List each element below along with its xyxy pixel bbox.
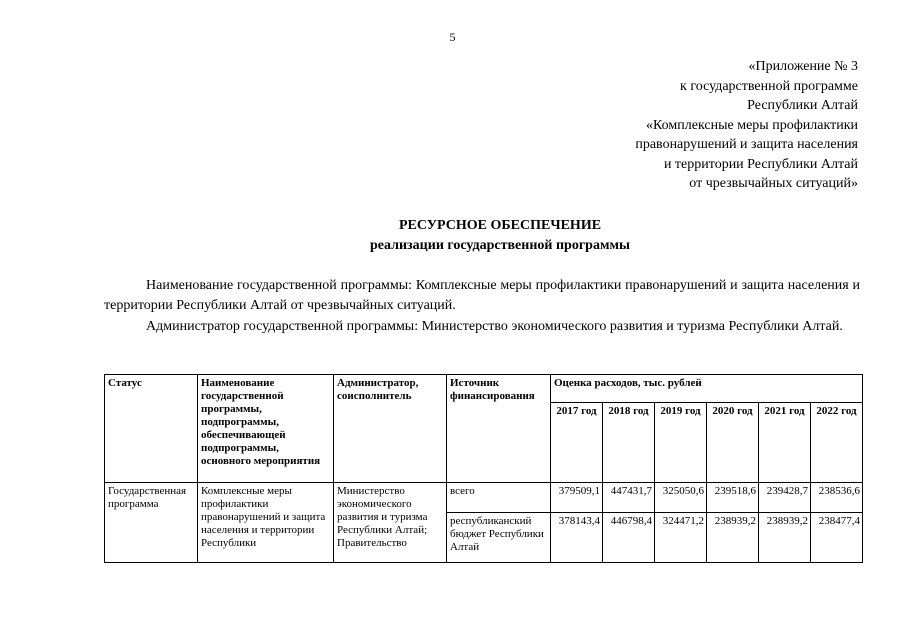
header-year: 2017 год [551, 403, 603, 483]
appendix-line: и территории Республики Алтай [663, 156, 858, 172]
appendix-line: «Комплексные меры профилактики [646, 117, 858, 133]
cell-value: 238939,2 [759, 513, 811, 563]
program-name-text: Наименование государственной программы: Комплексные меры профилактики правонарушений и защита населения и территории Республики Алтай от чрезвычайных ситуаций. [104, 278, 860, 313]
appendix-line: «Приложение № 3 [748, 59, 858, 74]
appendix-line: от чрезвычайных ситуаций» [689, 176, 858, 191]
cell-name: Комплексные меры профилактики правонарушений и защита населения и территории Республики [198, 483, 334, 563]
header-year: 2022 год [811, 403, 863, 483]
page-number: 5 [449, 30, 456, 44]
program-admin-text: Администратор государственной программы: Министерство экономического развития и туризма Республики Алтай. [146, 319, 843, 334]
cell-value: 446798,4 [603, 513, 655, 563]
document-heading [0, 216, 905, 256]
cell-admin: Министерство экономического развития и туризма Республики Алтай; Правительство [334, 483, 447, 563]
cell-source: всего [447, 483, 551, 513]
header-status: Статус [105, 375, 198, 483]
appendix-line: Республики Алтай [747, 98, 858, 113]
cell-value: 324471,2 [655, 513, 707, 563]
header-admin: Администратор, соисполнитель [334, 375, 447, 483]
appendix-line: правонарушений и защита населения [635, 137, 858, 152]
appendix-block [635, 57, 858, 194]
cell-value: 238477,4 [811, 513, 863, 563]
header-source: Источник финансирования [447, 375, 551, 483]
header-year: 2020 год [707, 403, 759, 483]
document-subtitle: реализации государственной программы [370, 238, 630, 253]
header-estimate: Оценка расходов, тыс. рублей [551, 375, 863, 403]
cell-value: 239518,6 [707, 483, 759, 513]
header-year: 2021 год [759, 403, 811, 483]
header-year: 2018 год [603, 403, 655, 483]
header-name: Наименование государственной программы, подпрограммы, обеспечивающей подпрограммы, основного мероприятия [198, 375, 334, 483]
cell-value: 378143,4 [551, 513, 603, 563]
program-admin-paragraph [104, 317, 860, 337]
document-title: РЕСУРСНОЕ ОБЕСПЕЧЕНИЕ [398, 218, 602, 233]
table-row [105, 483, 863, 513]
cell-value: 238536,6 [811, 483, 863, 513]
cell-value: 239428,7 [759, 483, 811, 513]
header-year: 2019 год [655, 403, 707, 483]
cell-value: 447431,7 [603, 483, 655, 513]
cell-value: 379509,1 [551, 483, 603, 513]
resource-table [104, 374, 863, 563]
cell-value: 325050,6 [655, 483, 707, 513]
cell-status: Государственная программа [105, 483, 198, 563]
cell-source: республиканский бюджет Республики Алтай [447, 513, 551, 563]
cell-value: 238939,2 [707, 513, 759, 563]
program-name-paragraph [104, 276, 860, 316]
appendix-line: к государственной программе [680, 78, 858, 94]
